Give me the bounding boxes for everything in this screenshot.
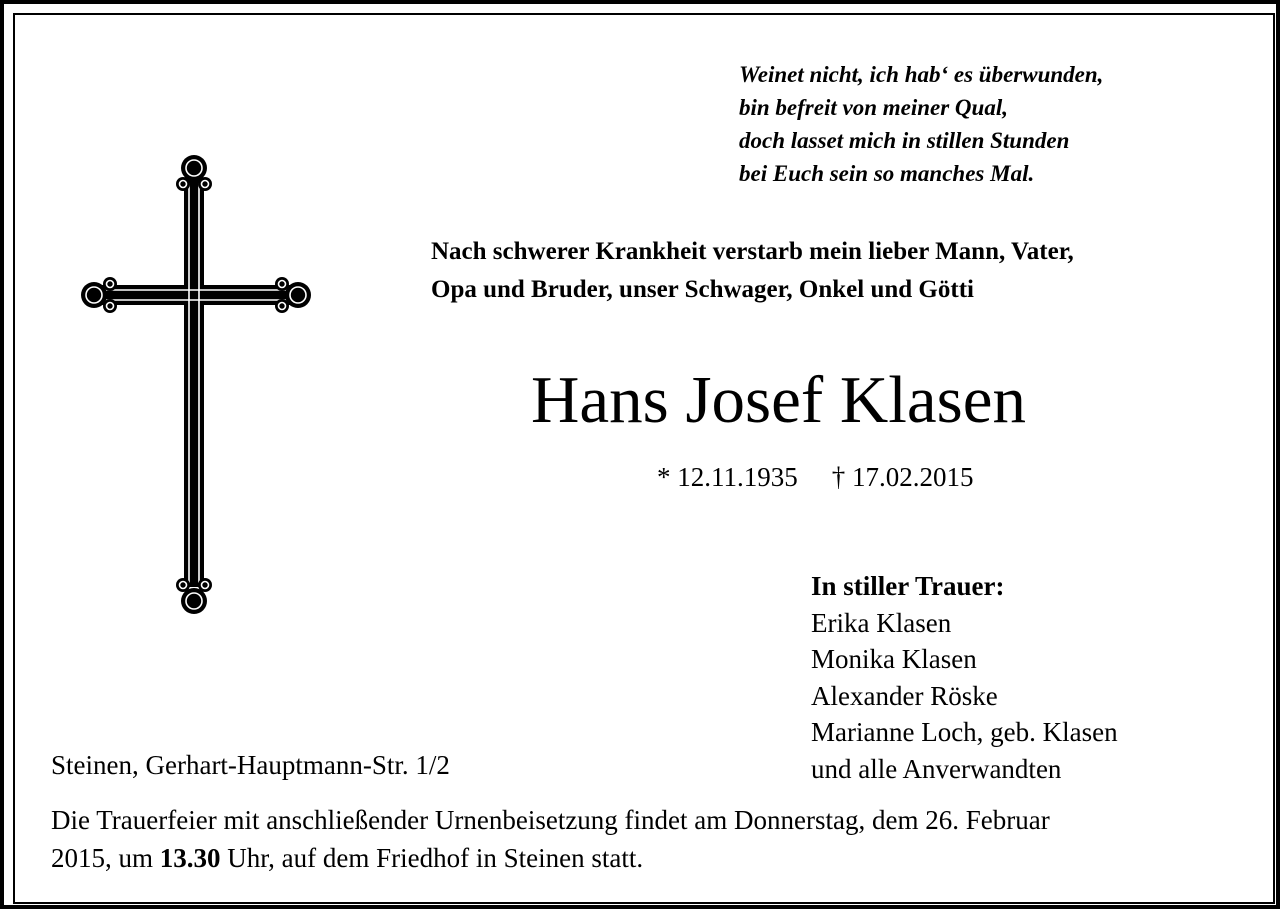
mourner-name: Marianne Loch, geb. Klasen [811, 717, 1118, 747]
poem [739, 58, 1259, 190]
mourners-heading: In stiller Trauer: [811, 571, 1005, 601]
intro-line: Opa und Bruder, unser Schwager, Onkel und Götti [431, 276, 974, 303]
ceremony-text: 2015, um [51, 843, 160, 873]
intro-line: Nach schwerer Krankheit verstarb mein lieber Mann, Vater, [431, 238, 1074, 265]
ceremony-line [51, 839, 1256, 877]
poem-line: Weinet nicht, ich hab‘ es überwunden, [739, 62, 1104, 87]
mourner-name: und alle Anverwandten [811, 753, 1062, 784]
poem-line: doch lasset mich in stillen Stunden [739, 128, 1070, 153]
death-date: † 17.02.2015 [831, 462, 974, 492]
life-dates [657, 460, 974, 494]
deceased-name: Hans Josef Klasen [531, 363, 1026, 437]
birth-date: * 12.11.1935 [657, 462, 798, 492]
mourners-list [811, 568, 1251, 787]
ornamental-cross-icon [74, 149, 318, 619]
poem-line: bin befreit von meiner Qual, [739, 95, 1008, 120]
intro-text [431, 233, 1251, 309]
ceremony-time: 13.30 [159, 843, 221, 873]
ceremony-line: Die Trauerfeier mit anschließender Urnenbeisetzung findet am Donnerstag, dem 26. Februar [51, 805, 1050, 835]
ceremony-info [51, 801, 1256, 877]
ceremony-text: Uhr, auf dem Friedhof in Steinen statt. [220, 843, 644, 873]
poem-line: bei Euch sein so manches Mal. [739, 161, 1035, 186]
mourner-name: Alexander Röske [811, 680, 998, 711]
mourner-name: Monika Klasen [811, 644, 977, 674]
mourner-name: Erika Klasen [811, 607, 952, 638]
address: Steinen, Gerhart-Hauptmann-Str. 1/2 [51, 750, 450, 780]
